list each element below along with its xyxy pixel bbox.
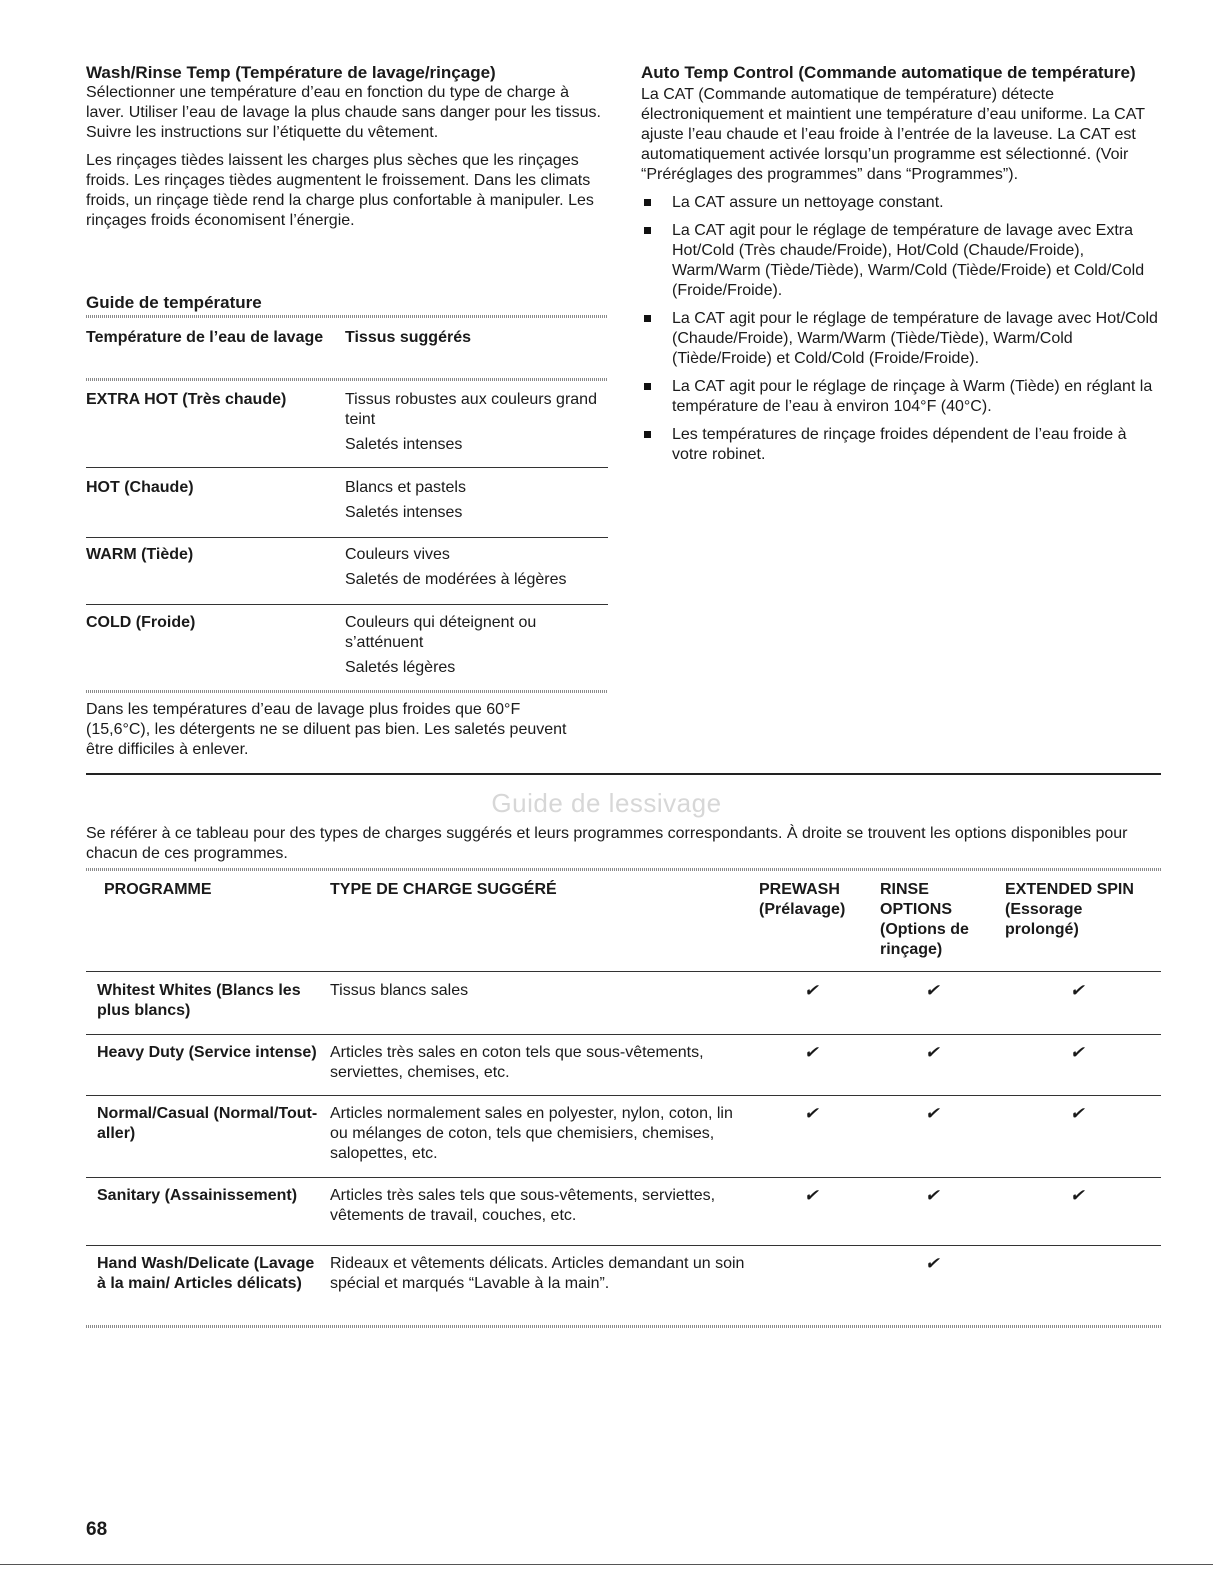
- fabric-item: Couleurs qui déteignent ou s’atténuent: [345, 614, 537, 651]
- divider: [86, 315, 608, 318]
- column-header-programme: PROGRAMME: [104, 881, 212, 898]
- laundry-table-header: [86, 880, 1161, 960]
- fabrics-cell: [345, 390, 607, 460]
- temperature-label: EXTRA HOT (Très chaude): [86, 391, 287, 408]
- load-type: Articles très sales en coton tels que sous-vêtements, serviettes, chemises, etc.: [330, 1044, 704, 1081]
- auto-temp-heading: Auto Temp Control (Commande automatique de température): [641, 63, 1136, 82]
- fabric-item: Couleurs vives: [345, 546, 450, 563]
- programme-name: Whitest Whites (Blancs les plus blancs): [97, 982, 301, 1019]
- programme-name: Sanitary (Assainissement): [97, 1187, 298, 1204]
- fabric-item: Blancs et pastels: [345, 479, 466, 496]
- column-header-temperature: Température de l’eau de lavage: [86, 329, 324, 346]
- divider: [86, 868, 1161, 871]
- divider: [86, 467, 608, 468]
- column-header-rinse-options: RINSE OPTIONS (Options de rinçage): [880, 881, 969, 958]
- bullet-icon: [644, 199, 651, 206]
- list-item: [641, 193, 1161, 213]
- rinse-check-icon: ✔: [925, 1104, 940, 1123]
- table-row: [86, 1104, 1161, 1168]
- fabric-item: Saletés de modérées à légères: [345, 571, 567, 588]
- divider: [86, 1095, 1161, 1096]
- load-type: Articles normalement sales en polyester, nylon, coton, lin ou mélanges de coton, tels que chemisiers, chemises, salopettes, etc.: [330, 1105, 733, 1162]
- page-number: 68: [86, 1519, 108, 1540]
- auto-temp-paragraph: La CAT (Commande automatique de température) détecte électroniquement et maintient une température d’eau uniforme. La CAT ajuste l’eau chaude et l’eau froide à l’entrée de la laveuse. La CAT est automatiquement activée lorsqu’un programme est sélectionné. (Voir “Préréglages des programmes” dans “Programmes”).: [641, 86, 1145, 183]
- rinse-check-icon: ✔: [925, 1043, 940, 1062]
- bullet-icon: [644, 315, 651, 322]
- wash-rinse-paragraph-2: Les rinçages tièdes laissent les charges plus sèches que les rinçages froids. Les rinçages tièdes augmentent le froissement. Dans les climats froids, un rinçage tiède rend la charge plus confortable à manipuler. Les rinçages froids économisent l’énergie.: [86, 152, 594, 229]
- table-row: [86, 1186, 1161, 1230]
- fabrics-cell: [345, 545, 607, 595]
- fabric-item: Saletés intenses: [345, 504, 463, 521]
- wash-rinse-heading: Wash/Rinse Temp (Température de lavage/rinçage): [86, 63, 496, 82]
- rinse-check-icon: ✔: [925, 981, 940, 1000]
- programme-name: Heavy Duty (Service intense): [97, 1044, 317, 1061]
- list-item: [641, 425, 1161, 465]
- right-column: [641, 63, 1161, 473]
- bullet-text: Les températures de rinçage froides dépendent de l’eau froide à votre robinet.: [672, 426, 1127, 463]
- wash-rinse-paragraph-1: Sélectionner une température d’eau en fonction du type de charge à laver. Utiliser l’eau de lavage la plus chaude sans danger pour les tissus. Suivre les instructions sur l’étiquette du vêtement.: [86, 84, 601, 141]
- spin-check-icon: ✔: [1070, 1104, 1085, 1123]
- list-item: [641, 221, 1161, 301]
- fabrics-cell: [345, 478, 607, 528]
- fabrics-cell: [345, 613, 607, 683]
- bullet-text: La CAT agit pour le réglage de température de lavage avec Hot/Cold (Chaude/Froide), Warm/Warm (Tiède/Tiède), Warm/Cold (Tiède/Froide) et Cold/Cold (Froide/Froide).: [672, 310, 1158, 367]
- prewash-check-icon: ✔: [804, 1186, 819, 1205]
- bullet-text: La CAT agit pour le réglage de rinçage à Warm (Tiède) en réglant la température de l’eau à environ 104°F (40°C).: [672, 378, 1153, 415]
- fabric-item: Saletés légères: [345, 659, 456, 676]
- divider: [86, 690, 608, 693]
- spin-check-icon: ✔: [1070, 1043, 1085, 1062]
- load-type: Rideaux et vêtements délicats. Articles demandant un soin spécial et marqués “Lavable à la main”.: [330, 1255, 745, 1292]
- fabric-item: Tissus robustes aux couleurs grand teint: [345, 391, 597, 428]
- column-header-prewash: PREWASH (Prélavage): [759, 881, 846, 918]
- divider: [86, 1245, 1161, 1246]
- column-header-load-type: TYPE DE CHARGE SUGGÉRÉ: [330, 881, 557, 898]
- programme-name: Hand Wash/Delicate (Lavage à la main/ Articles délicats): [97, 1255, 315, 1292]
- divider: [86, 971, 1161, 972]
- table-row: [86, 1043, 1161, 1087]
- bullet-icon: [644, 227, 651, 234]
- laundry-guide-title: Guide de lessivage: [491, 788, 722, 818]
- left-column: [86, 63, 606, 231]
- prewash-check-icon: ✔: [804, 1043, 819, 1062]
- load-type: Articles très sales tels que sous-vêtements, serviettes, vêtements de travail, couches, etc.: [330, 1187, 716, 1224]
- table-row: [86, 1254, 1161, 1318]
- list-item: [641, 377, 1161, 417]
- list-item: [641, 309, 1161, 369]
- temperature-label: WARM (Tiède): [86, 546, 194, 563]
- temperature-note: Dans les températures d’eau de lavage plus froides que 60°F (15,6°C), les détergents ne se diluent pas bien. Les saletés peuvent être difficiles à enlever.: [86, 701, 567, 758]
- spin-check-icon: ✔: [1070, 1186, 1085, 1205]
- rinse-check-icon: ✔: [925, 1254, 940, 1273]
- bullet-text: La CAT agit pour le réglage de température de lavage avec Extra Hot/Cold (Très chaude/Froide), Hot/Cold (Chaude/Froide), Warm/Warm (Tiède/Tiède), Warm/Cold (Tiède/Froide) et Cold/Cold (Froide/Froide).: [672, 222, 1145, 299]
- spin-check-icon: ✔: [1070, 981, 1085, 1000]
- table-row: [86, 981, 1161, 1025]
- divider: [86, 537, 608, 538]
- load-type: Tissus blancs sales: [330, 982, 469, 999]
- temperature-label: HOT (Chaude): [86, 479, 194, 496]
- divider: [86, 378, 608, 381]
- bullet-icon: [644, 431, 651, 438]
- divider: [86, 1325, 1161, 1328]
- bullet-text: La CAT assure un nettoyage constant.: [672, 194, 944, 211]
- temperature-guide-heading: Guide de température: [86, 293, 262, 312]
- divider: [86, 1177, 1161, 1178]
- fabric-item: Saletés intenses: [345, 436, 463, 453]
- column-header-extended-spin: EXTENDED SPIN (Essorage prolongé): [1005, 881, 1134, 938]
- page-bottom-rule: [0, 1564, 1213, 1565]
- temperature-label: COLD (Froide): [86, 614, 196, 631]
- laundry-guide-intro: Se référer à ce tableau pour des types de charges suggérés et leurs programmes correspondants. À droite se trouvent les options disponibles pour chacun de ces programmes.: [86, 825, 1128, 862]
- column-header-fabrics: Tissus suggérés: [345, 329, 471, 346]
- prewash-check-icon: ✔: [804, 1104, 819, 1123]
- divider: [86, 1034, 1161, 1035]
- auto-temp-bullet-list: [641, 193, 1161, 465]
- section-rule: [86, 773, 1161, 775]
- bullet-icon: [644, 383, 651, 390]
- rinse-check-icon: ✔: [925, 1186, 940, 1205]
- prewash-check-icon: ✔: [804, 981, 819, 1000]
- programme-name: Normal/Casual (Normal/Tout-aller): [97, 1105, 318, 1142]
- divider: [86, 604, 608, 605]
